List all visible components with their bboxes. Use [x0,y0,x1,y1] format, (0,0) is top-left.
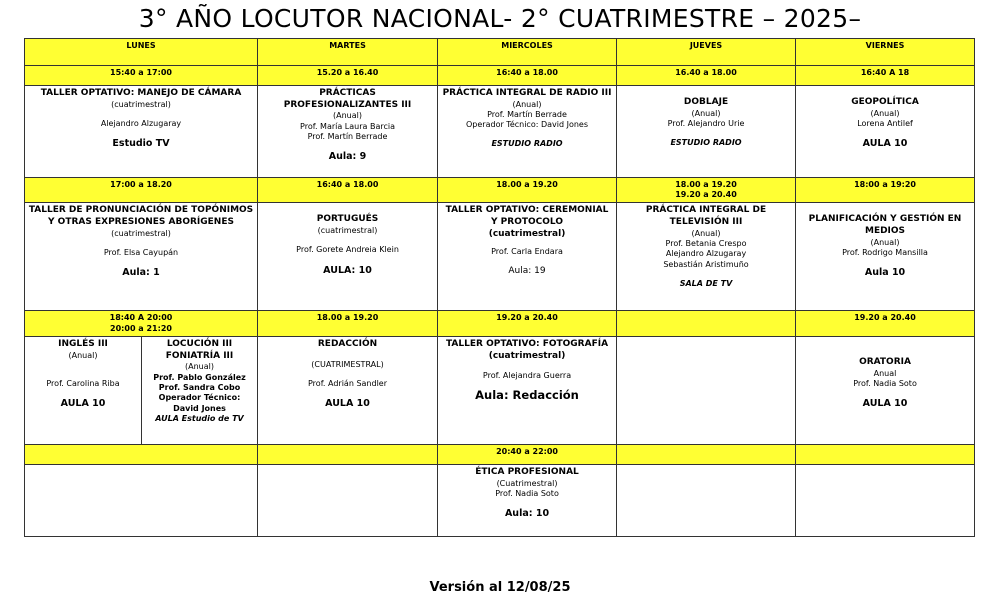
time-cell-empty [258,444,438,464]
subject-name: TALLER OPTATIVO: MANEJO DE CÁMARA [40,88,242,98]
subject-name: PRÁCTICA INTEGRAL DE TELEVISIÓN III [645,205,767,228]
class-cell-martes-empty [258,464,438,536]
professor-name: Prof. Martín Berrade [487,109,567,119]
professor-name: Operador Técnico: David Jones [158,393,241,413]
professor-name: Prof. Carla Endara [491,246,563,256]
class-cell-jueves-empty [617,464,796,536]
time-cell-empty [617,444,796,464]
schedule-table [24,38,975,537]
room-label: Aula: 19 [508,265,546,276]
professor-name: Prof. Martín Berrade [307,131,388,141]
professor-name: Prof. Alejandra Guerra [482,371,572,381]
time-cell-empty [617,311,796,336]
class-cell-lunes [25,86,258,178]
professor-name: Lorena Antilef [857,118,913,128]
subject-name: PRÁCTICA INTEGRAL DE RADIO III [442,88,612,98]
time-cell: 18:00 a 19:20 [796,178,975,203]
room-label: ESTUDIO RADIO [491,139,563,149]
class-cell-miercoles [438,203,617,311]
class-cell-viernes-empty [796,464,975,536]
time-cell: 18.00 a 19.20 [438,178,617,203]
version-footer: Versión al 12/08/25 [429,580,571,595]
professor-name: Prof. Adrián Sandler [308,378,388,388]
course-type: (Anual) [691,108,721,118]
time-cell: 15.20 a 16.40 [258,66,438,86]
professor-name: Prof. María Laura Barcia [300,121,395,131]
time-cell [617,178,796,203]
subject-name: ORATORIA [859,356,911,367]
time-line: 18.00 a 19.20 [675,180,737,189]
subject-name: TALLER DE PRONUNCIACIÓN DE TOPÓNIMOS Y OTRAS EXPRESIONES ABORÍGENES [28,205,254,228]
room-label: AULA 10 [60,398,106,410]
time-cell: 16:40 a 18.00 [258,178,438,203]
subject-name: ÉTICA PROFESIONAL [475,466,579,477]
class-cell-viernes [796,86,975,178]
class-cell-martes [258,203,438,311]
time-row-3 [25,311,975,336]
class-cell-martes [258,336,438,444]
class-cell-lunes-empty [25,464,258,536]
day-header-martes: MARTES [258,39,438,66]
time-cell: 19.20 a 20.40 [796,311,975,336]
room-label: AULA 10 [325,398,370,410]
time-cell: 18.00 a 19.20 [258,311,438,336]
class-row-1 [25,86,975,178]
course-type: Anual [873,368,897,378]
professor-name: Prof. Sandra Cobo [158,382,241,392]
subject-name: REDACCIÓN [317,338,378,349]
professor-name: Prof. Alejandro Urie [667,118,745,128]
page-title: 3° AÑO LOCUTOR NACIONAL- 2° CUATRIMESTRE – 2025– [138,4,862,33]
subject-name: GEOPOLÍTICA [851,97,919,107]
day-header-row [25,39,975,66]
day-header-viernes: VIERNES [796,39,975,66]
time-cell: 17:00 a 18.20 [25,178,258,203]
time-cell: 16:40 A 18 [796,66,975,86]
room-label: Estudio TV [112,138,170,150]
time-row-1 [25,66,975,86]
course-type: (Anual) [870,237,900,247]
professor-name: Prof. Pablo González [153,372,246,382]
day-header-jueves: JUEVES [617,39,796,66]
class-cell-miercoles [438,336,617,444]
class-cell-martes [258,86,438,178]
course-type: (cuatrimestral) [111,228,171,238]
class-row-4 [25,464,975,536]
course-type: (cuatrimestral) [111,99,171,109]
professor-name: Prof. Carolina Riba [46,378,120,388]
time-cell-empty [796,444,975,464]
time-cell: 19.20 a 20.40 [438,311,617,336]
subject-name: DOBLAJE [683,97,729,107]
professor-name: Operador Técnico: David Jones [466,120,589,130]
room-label: Aula: 10 [504,508,550,520]
course-type: (cuatrimestral) [488,228,566,239]
subject-name: LOCUCIÓN III FONIATRÍA III [165,338,234,361]
course-type: (Anual) [870,108,900,118]
subject-name: PORTUGUÉS [316,214,379,225]
course-type: (Anual) [691,228,721,238]
room-label: AULA 10 [862,138,908,150]
class-cell-jueves [617,86,796,178]
professor-name: Alejandro Alzugaray [665,249,747,259]
course-type: (Anual) [333,111,362,121]
professor-name: Prof. Nadia Soto [853,378,917,388]
class-cell-jueves-empty [617,336,796,444]
time-cell: 16:40 a 18.00 [438,66,617,86]
class-cell-jueves [617,203,796,311]
course-type: (cuatrimestral) [488,350,566,361]
subject-name: TALLER OPTATIVO: FOTOGRAFÍA [445,338,609,349]
course-type: (cuatrimestral) [317,226,378,236]
professor-name: Prof. Gorete Andreia Klein [296,245,399,255]
course-type: (Anual) [512,99,542,109]
class-cell-lunes-b [142,336,258,444]
class-cell-miercoles [438,86,617,178]
room-label: AULA: 10 [323,264,372,276]
class-cell-miercoles [438,464,617,536]
room-label: AULA 10 [862,398,908,410]
time-cell-empty [25,444,258,464]
room-label: ESTUDIO RADIO [670,138,742,148]
time-row-2 [25,178,975,203]
time-cell [25,311,258,336]
professor-name: Prof. Elsa Cayupán [103,248,179,258]
subject-name: INGLÉS III [58,338,108,349]
room-label: SALA DE TV [679,278,733,288]
time-row-4 [25,444,975,464]
course-type: (Cuatrimestral) [496,478,558,488]
day-header-miercoles: MIERCOLES [438,39,617,66]
subject-name: TALLER OPTATIVO: CEREMONIAL Y PROTOCOLO [445,205,609,228]
professor-name: Prof. Betania Crespo [665,239,747,249]
class-row-2 [25,203,975,311]
class-row-3 [25,336,975,444]
room-label: AULA Estudio de TV [155,414,244,424]
room-label: Aula: 1 [122,267,160,279]
time-line: 19.20 a 20.40 [675,190,737,200]
subject-name: PRÁCTICAS PROFESIONALIZANTES III [283,88,412,110]
room-label: Aula 10 [864,267,906,279]
subject-name: PLANIFICACIÓN Y GESTIÓN EN MEDIOS [808,214,962,237]
professor-name: Sebastián Aristimuño [663,259,749,269]
class-cell-lunes-a [25,336,142,444]
time-line: 18:40 A 20:00 [109,313,173,323]
class-cell-lunes [25,203,258,311]
time-cell: 20:40 a 22:00 [438,444,617,464]
room-label: Aula: 9 [328,151,367,163]
professor-name: Alejandro Alzugaray [100,118,182,128]
course-type: (CUATRIMESTRAL) [311,359,384,369]
time-cell: 16.40 a 18.00 [617,66,796,86]
professor-name: Prof. Rodrigo Mansilla [842,248,928,258]
course-type: (Anual) [68,350,98,360]
class-cell-viernes [796,203,975,311]
day-header-lunes: LUNES [25,39,258,66]
room-label: Aula: Redacción [475,387,579,402]
time-line: 20:00 a 21:20 [110,323,172,333]
course-type: (Anual) [185,362,214,372]
professor-name: Prof. Nadia Soto [495,488,559,498]
class-cell-viernes [796,336,975,444]
time-cell: 15:40 a 17:00 [25,66,258,86]
